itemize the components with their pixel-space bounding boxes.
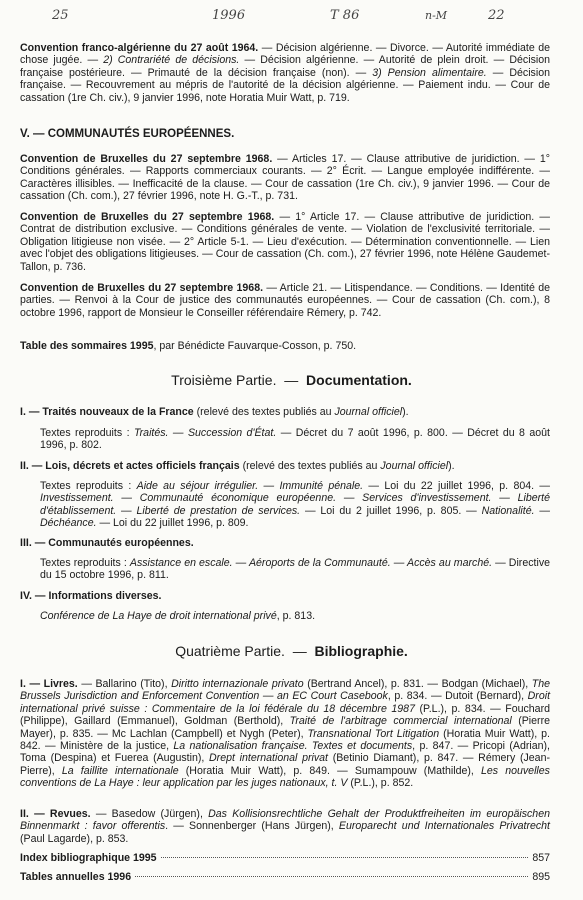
biblio-text-run: — Ballarino (Tito), [77, 678, 172, 690]
handwritten-note: T 86 [330, 8, 360, 23]
doc-section-iv: IV. — Informations diverses. [20, 590, 162, 602]
entry-title: Convention de Bruxelles du 27 septembre 1968. [20, 153, 273, 165]
biblio-text-run: Droit international privé suisse : Commentaire de la loi fédérale du 18 décembre 1987 [20, 690, 551, 715]
toc-index-bibliographique [20, 852, 550, 864]
entry-franco-algerienne: Convention franco-algérienne du 27 août 1964. — Décision algérienne. — Divorce. — Autorité immédiate de chose jugée. — 2) Contrariété de décisions. — Décision algérienne. — Autorité de plein droit. — Décision française postérieure. — Primauté de la décision française (non). — 3) Pension alimentaire. — Décision française. — Recouvrement au mépris de l'autorité de la décision algérienne. — Paiement indu. — Cour de cassation (1re Ch. civ.), 9 janvier 1996, note Horatia Muir Watt, p. 719. [20, 42, 551, 104]
entry-title: Table des sommaires 1995 [20, 340, 154, 352]
biblio-text-run: (Bertrand Ancel), p. 831. — Bodgan (Michael), [303, 678, 532, 690]
biblio-text-run: Les nouvelles conventions de La Haye : leur application par les juges nationaux, t. V [20, 764, 550, 790]
entry-bruxelles-2: Convention de Bruxelles du 27 septembre 1968. — 1° Article 17. — Clause attributive de juridiction. — Contrat de distribution exclusive. — Conditions générales de vente. — Violation de l'exclusivité territoriale. — Obligation litigieuse non visée. — 2° Article 5-1. — Lieu d'exécution. — Détermination conventionnelle. — Lien avec l'objet des obligations litigieuses. — Cour de cassation (Ch. com.), 27 février 1996, note Hélène Gaudemet-Tallon, p. 736. [20, 211, 550, 273]
biblio-text-run: Drept international privat [209, 752, 328, 765]
entry-title: Convention de Bruxelles du 27 septembre 1968. [20, 282, 264, 294]
doc-section-iii: III. — Communautés européennes. [20, 537, 194, 549]
entry-table-sommaires: Table des sommaires 1995, par Bénédicte Fauvarque-Cosson, p. 750. [20, 340, 357, 352]
biblio-text-run: (Horatia Muir Watt), p. 842. — Ministère de la justice, [20, 727, 550, 753]
biblio-revues: II. — Revues. — Basedow (Jürgen), Das Kollisionsrechtliche Gehalt der Produktfreiheiten im europäischen Binnenmarkt : favor offerentis. — Sonnenberger (Hans Jürgen), Europarecht und Internationales Privatrecht (Paul Lagarde), p. 853. [20, 808, 550, 845]
handwritten-note: n-M [425, 9, 448, 22]
biblio-text-run: (Pierre Mayer), p. 835. — Mc Lachlan (Campbell) et Nygh (Peter), [20, 715, 550, 740]
biblio-text-run: Europarecht und Internationales Privatrecht [338, 820, 550, 833]
entry-title: Convention franco-algérienne du 27 août 1964. [20, 42, 259, 54]
handwritten-note: 25 [52, 8, 69, 23]
biblio-text-run: La faillite internationale [61, 764, 179, 777]
doc-section-i: I. — Traités nouveaux de la France (relevé des textes publiés au Journal officiel). [20, 406, 409, 418]
biblio-text-run: , p. 834. — Dutoit (Bernard), [387, 690, 528, 703]
toc-tables-annuelles [20, 871, 550, 883]
handwritten-note: 1996 [212, 8, 246, 23]
doc-section-iv-text: Conférence de La Haye de droit international privé, p. 813. [40, 610, 316, 622]
biblio-text-run: Diritto internazionale privato [171, 678, 304, 690]
toc-page: 857 [532, 852, 550, 864]
biblio-text-run: Transnational Tort Litigation [307, 727, 440, 740]
toc-label: Index bibliographique 1995 [20, 852, 157, 864]
doc-section-i-text: Textes reproduits : Traités. — Succession d'État. — Décret du 7 août 1996, p. 800. — Décret du 8 août 1996, p. 802. [40, 427, 550, 452]
biblio-text-run: , p. 847. — Pricopi (Adrian), Toma (Despina) et Fuerea (Augustin), [20, 740, 550, 765]
biblio-text-run: Das Kollisionsrechtliche Gehalt der Produktfreiheiten im europäischen Binnenmarkt : favor offerentis [20, 808, 550, 833]
doc-section-ii: II. — Lois, décrets et actes officiels français (relevé des textes publiés au Journal officiel). [20, 460, 455, 472]
toc-label: Tables annuelles 1996 [20, 871, 132, 883]
doc-section-iii-text: Textes reproduits : Assistance en escale. — Aéroports de la Communauté. — Accès au marché. — Directive du 15 octobre 1996, p. 811. [40, 557, 551, 582]
biblio-text-run: (Betinio Diamant), p. 847. — Rémery (Jean-Pierre), [20, 752, 550, 777]
biblio-text-run: The Brussels Jurisdiction and Enforcement Convention — an EC Court Casebook [20, 678, 551, 703]
part-heading-documentation: Troisième Partie. — Documentation. [171, 372, 412, 388]
biblio-text-run: — Basedow (Jürgen), [90, 808, 209, 820]
biblio-text-run: (Paul Lagarde), p. 853. [20, 832, 129, 845]
toc-leader [135, 876, 528, 877]
toc-leader [161, 857, 529, 858]
biblio-text-run: (P.L.), p. 852. [347, 777, 414, 790]
entry-bruxelles-1: Convention de Bruxelles du 27 septembre 1968. — Articles 17. — Clause attributive de juridiction. — 1° Conditions générales. — Rapports commerciaux courants. — 2° Écrit. — Langue employée indifférente. — Caractères illisibles. — Inefficacité de la clause. — Cour de cassation (1re Ch. civ.), 9 janvier 1996. — Cour de cassation (Ch. com.), 27 février 1996, note H. G.-T., p. 731. [20, 153, 550, 203]
handwritten-note: 22 [488, 8, 505, 23]
biblio-text-run: (Horatia Muir Watt), p. 849. — Sumampouw (Mathilde), [178, 764, 481, 777]
entry-title: Convention de Bruxelles du 27 septembre 1968. [20, 211, 275, 223]
entry-bruxelles-3: Convention de Bruxelles du 27 septembre 1968. — Article 21. — Litispendance. — Conditions. — Identité de parties. — Renvoi à la Cour de justice des communautés européennes. — Cour de cassation (Ch. com.), 8 octobre 1996, rapport de Monsieur le Conseiller référendaire Rémery, p. 742. [20, 282, 550, 319]
biblio-text-run: (P.L.), p. 834. — Fouchard (Philippe), Gaillard (Emmanuel), Goldman (Berthold), [20, 702, 550, 728]
biblio-livres: I. — Livres. — Ballarino (Tito), Diritto internazionale privato (Bertrand Ancel), p. 831. — Bodgan (Michael), The Brussels Jurisdiction and Enforcement Convention — an EC Court Casebook, p. 834. — Dutoit (Bernard), Droit international privé suisse : Commentaire de la loi fédérale du 18 décembre 1987 (P.L.), p. 834. — Fouchard (Philippe), Gaillard (Emmanuel), Goldman (Berthold), Traité de l'arbitrage commercial international (Pierre Mayer), p. 835. — Mc Lachlan (Campbell) et Nygh (Peter), Transnational Tort Litigation (Horatia Muir Watt), p. 842. — Ministère de la justice, La nationalisation française. Textes et documents, p. 847. — Pricopi (Adrian), Toma (Despina) et Fuerea (Augustin), Drept international privat (Betinio Diamant), p. 847. — Rémery (Jean-Pierre), La faillite internationale (Horatia Muir Watt), p. 849. — Sumampouw (Mathilde), Les nouvelles conventions de La Haye : leur application par les juges nationaux, t. V (P.L.), p. 852. [20, 678, 551, 790]
section-heading: V. — COMMUNAUTÉS EUROPÉENNES. [20, 128, 235, 140]
part-heading-bibliographie: Quatrième Partie. — Bibliographie. [175, 643, 408, 659]
biblio-text-run: Traité de l'arbitrage commercial international [289, 715, 512, 728]
toc-page: 895 [532, 871, 550, 883]
biblio-text-run: . — Sonnenberger (Hans Jürgen), [165, 820, 339, 833]
biblio-text-run: La nationalisation française. Textes et documents [173, 740, 413, 753]
doc-section-ii-text: Textes reproduits : Aide au séjour irrégulier. — Immunité pénale. — Loi du 22 juillet 1996, p. 804. — Investissement. — Communauté économique européenne. — Services d'investissement. — Liberté d'établissement. — Liberté de prestation de services. — Loi du 2 juillet 1996, p. 805. — Nationalité. — Déchéance. — Loi du 22 juillet 1996, p. 809. [40, 480, 550, 530]
